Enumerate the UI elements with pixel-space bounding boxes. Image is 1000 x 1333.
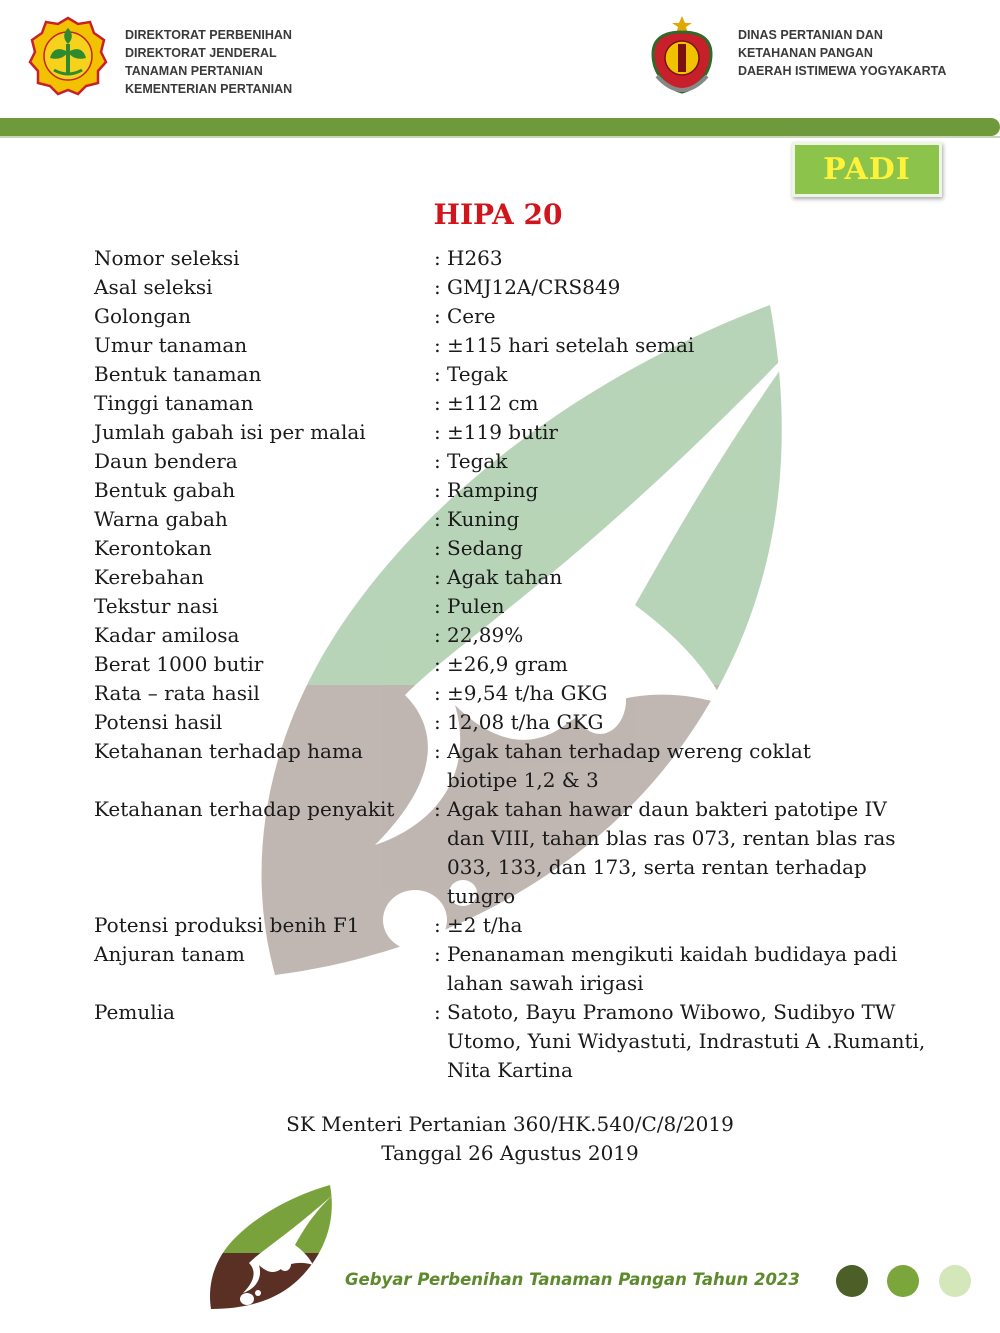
spec-row: Kadar amilosa : 22,89% xyxy=(94,621,954,650)
spec-label: Daun bendera xyxy=(94,449,238,473)
spec-label: Potensi hasil xyxy=(94,710,223,734)
decor-dot xyxy=(836,1265,868,1297)
spec-row: Tekstur nasi : Pulen xyxy=(94,592,954,621)
spec-label: Rata – rata hasil xyxy=(94,681,260,705)
spec-row: Potensi hasil : 12,08 t/ha GKG xyxy=(94,708,954,737)
spec-label: Potensi produksi benih F1 xyxy=(94,913,360,937)
spec-value: H263 xyxy=(447,246,503,270)
spec-label: Nomor seleksi xyxy=(94,246,240,270)
spec-row: Tinggi tanaman : ±112 cm xyxy=(94,389,954,418)
spec-label: Warna gabah xyxy=(94,507,228,531)
spec-row: Kerontokan : Sedang xyxy=(94,534,954,563)
spec-label: Anjuran tanam xyxy=(94,942,245,966)
spec-value: Agak tahan xyxy=(447,565,563,589)
spec-row: Kerebahan : Agak tahan xyxy=(94,563,954,592)
spec-row: Bentuk tanaman : Tegak xyxy=(94,360,954,389)
spec-value: 22,89% xyxy=(447,623,524,647)
spec-row: Nomor seleksi : H263 xyxy=(94,244,954,273)
spec-value: ±2 t/ha xyxy=(447,913,523,937)
spec-row: Warna gabah : Kuning xyxy=(94,505,954,534)
spec-value: Cere xyxy=(447,304,496,328)
crop-badge-label: PADI xyxy=(823,152,911,187)
spec-label: Tinggi tanaman xyxy=(94,391,254,415)
spec-row: Jumlah gabah isi per malai : ±119 butir xyxy=(94,418,954,447)
spec-label: Jumlah gabah isi per malai xyxy=(94,420,366,444)
spec-value: Sedang xyxy=(447,536,523,560)
decree-number: SK Menteri Pertanian 360/HK.540/C/8/2019 xyxy=(286,1112,734,1136)
diy-emblem-icon xyxy=(645,14,720,100)
spec-label: Pemulia xyxy=(94,1000,175,1024)
variety-title: HIPA 20 xyxy=(433,198,563,231)
spec-value: Penanaman mengikuti kaidah budidaya padi lahan sawah irigasi xyxy=(447,942,898,995)
spec-row: Daun bendera : Tegak xyxy=(94,447,954,476)
spec-label: Ketahanan terhadap penyakit xyxy=(94,797,395,821)
spec-label: Asal seleksi xyxy=(94,275,213,299)
header-divider xyxy=(0,118,1000,136)
spec-row: Umur tanaman : ±115 hari setelah semai xyxy=(94,331,954,360)
spec-value: GMJ12A/CRS849 xyxy=(447,275,621,299)
spec-value: Satoto, Bayu Pramono Wibowo, Sudibyo TW Utomo, Yuni Widyastuti, Indrastuti A .Rumanti, Nita Kartina xyxy=(447,1000,926,1082)
spec-value: Agak tahan terhadap wereng coklat biotipe 1,2 & 3 xyxy=(447,739,811,792)
event-tagline: Gebyar Perbenihan Tanaman Pangan Tahun 2023 xyxy=(345,1270,800,1289)
spec-value: ±26,9 gram xyxy=(447,652,568,676)
spec-row: Potensi produksi benih F1 : ±2 t/ha xyxy=(94,911,954,940)
spec-value: ±9,54 t/ha GKG xyxy=(447,681,608,705)
decor-dot xyxy=(939,1265,971,1297)
spec-label: Kerontokan xyxy=(94,536,212,560)
spec-row: Rata – rata hasil : ±9,54 t/ha GKG xyxy=(94,679,954,708)
spec-label: Kadar amilosa xyxy=(94,623,240,647)
kementan-logo-icon xyxy=(28,16,108,96)
crop-badge xyxy=(792,142,942,197)
spec-label: Bentuk tanaman xyxy=(94,362,262,386)
spec-value: Tegak xyxy=(447,362,508,386)
spec-row: Bentuk gabah : Ramping xyxy=(94,476,954,505)
spec-label: Kerebahan xyxy=(94,565,205,589)
spec-row: Anjuran tanam : Penanaman mengikuti kaidah budidaya padi lahan sawah irigasi xyxy=(94,940,954,998)
spec-row: Pemulia : Satoto, Bayu Pramono Wibowo, Sudibyo TW Utomo, Yuni Widyastuti, Indrastuti A .Rumanti, Nita Kartina xyxy=(94,998,954,1085)
spec-row: Ketahanan terhadap hama : Agak tahan terhadap wereng coklat biotipe 1,2 & 3 xyxy=(94,737,954,795)
decree-date: Tanggal 26 Agustus 2019 xyxy=(381,1141,639,1165)
left-org-name: DIREKTORAT PERBENIHAN DIREKTORAT JENDERAL TANAMAN PERTANIAN KEMENTERIAN PERTANIAN xyxy=(125,28,293,96)
spec-value: Agak tahan hawar daun bakteri patotipe IV dan VIII, tahan blas ras 073, rentan blas ras 033, 133, dan 173, serta rentan terhadap tungro xyxy=(447,797,896,908)
spec-value: Tegak xyxy=(447,449,508,473)
spec-label: Umur tanaman xyxy=(94,333,248,357)
spec-list xyxy=(94,244,954,1085)
spec-value: Pulen xyxy=(447,594,505,618)
spec-label: Tekstur nasi xyxy=(94,594,219,618)
spec-row: Berat 1000 butir : ±26,9 gram xyxy=(94,650,954,679)
decor-dot xyxy=(887,1265,919,1297)
spec-value: 12,08 t/ha GKG xyxy=(447,710,604,734)
right-org-name: DINAS PERTANIAN DAN KETAHANAN PANGAN DAERAH ISTIMEWA YOGYAKARTA xyxy=(738,28,947,78)
spec-value: ±115 hari setelah semai xyxy=(447,333,695,357)
spec-value: ±112 cm xyxy=(447,391,539,415)
spec-label: Berat 1000 butir xyxy=(94,652,264,676)
spec-row: Asal seleksi : GMJ12A/CRS849 xyxy=(94,273,954,302)
spec-label: Bentuk gabah xyxy=(94,478,236,502)
spec-row: Ketahanan terhadap penyakit : Agak tahan hawar daun bakteri patotipe IV dan VIII, tahan blas ras 073, rentan blas ras 033, 133, dan 173, serta rentan terhadap tungro xyxy=(94,795,954,911)
spec-label: Ketahanan terhadap hama xyxy=(94,739,363,763)
header xyxy=(0,0,1000,118)
decree-reference xyxy=(0,1110,1000,1168)
leaf-logo-icon xyxy=(205,1183,335,1313)
spec-value: Ramping xyxy=(447,478,539,502)
spec-row: Golongan : Cere xyxy=(94,302,954,331)
spec-value: ±119 butir xyxy=(447,420,558,444)
spec-value: Kuning xyxy=(447,507,520,531)
spec-label: Golongan xyxy=(94,304,191,328)
